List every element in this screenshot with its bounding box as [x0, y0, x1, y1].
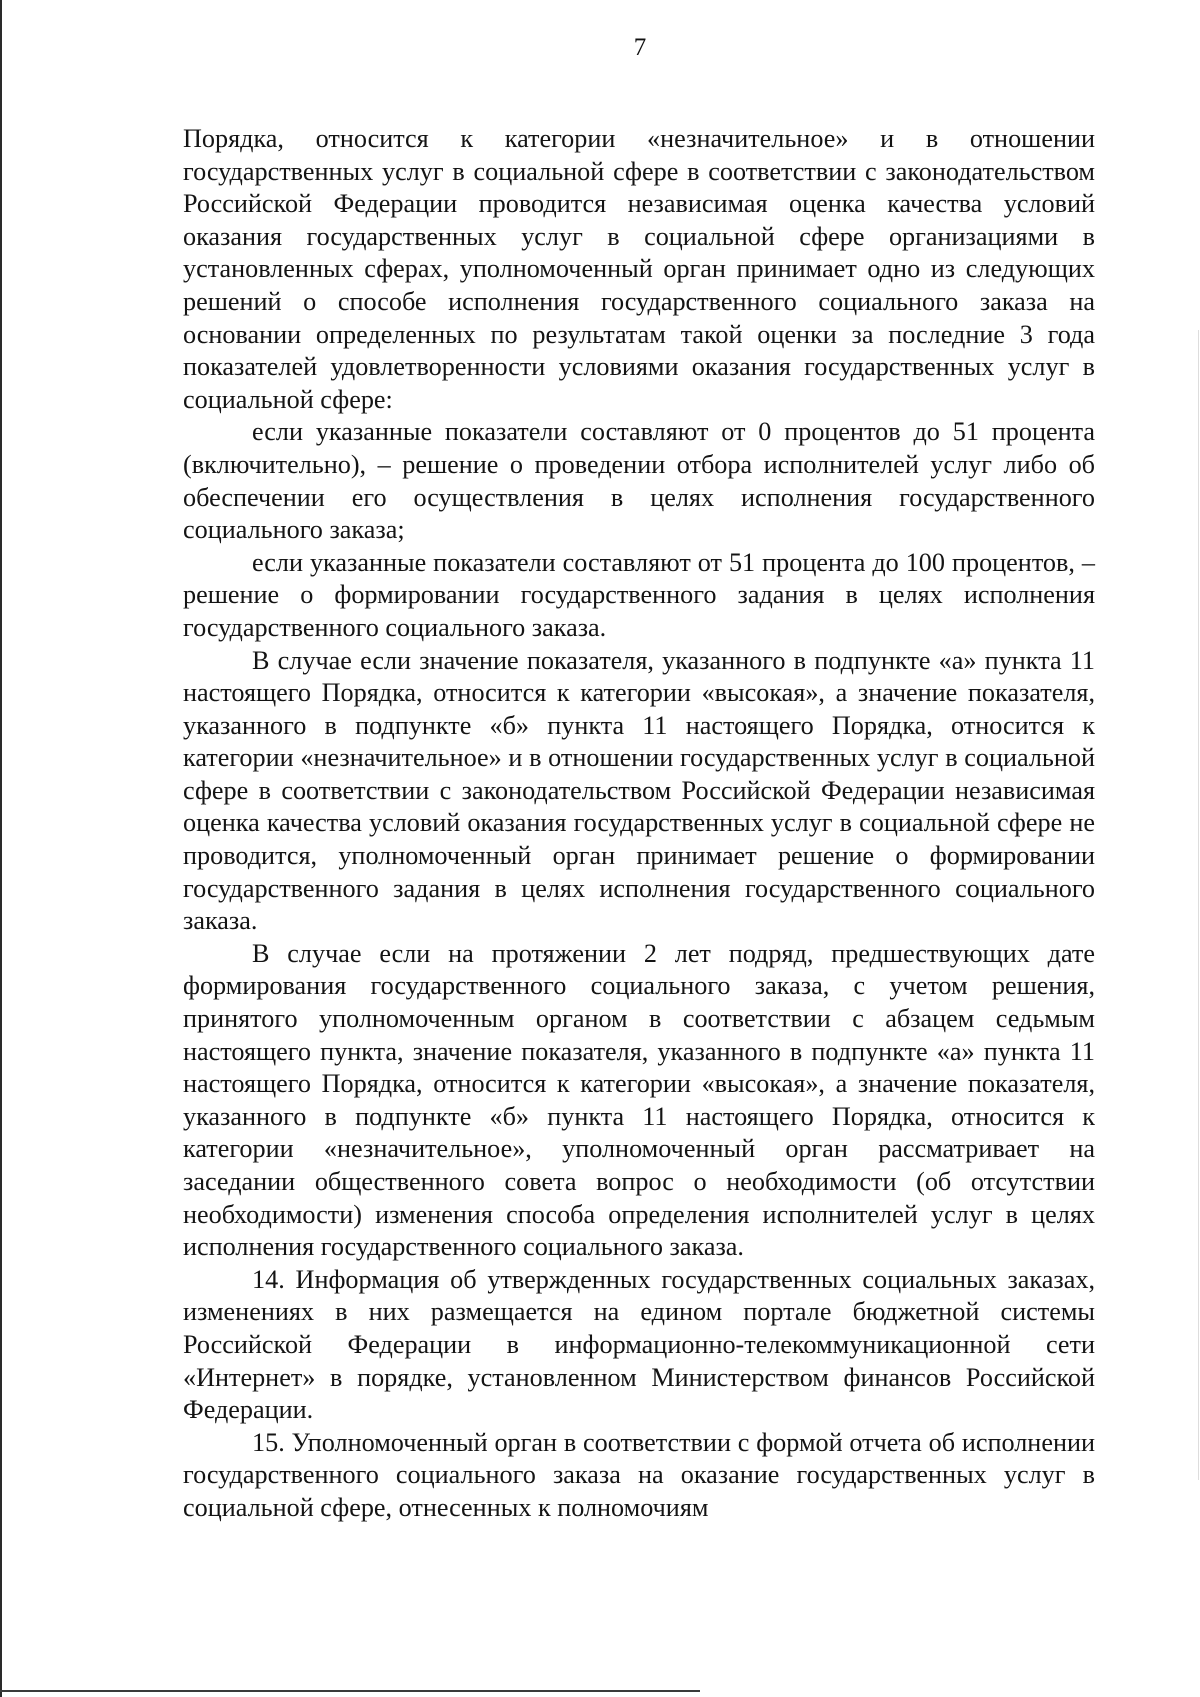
- paragraph-option-state-task: если указанные показатели составляют от 51 процента до 100 процентов, – решение о формировании государственного задания в целях исполнения государственного социального заказа.: [183, 547, 1095, 642]
- paragraph-continuation: Порядка, относится к категории «незначительное» и в отношении государственных услуг в социальной сфере в соответствии с законодательством Российской Федерации проводится независимая оценка качества условий оказания государственных услуг в социальной сфере организациями в установленных сферах, уполномоченный орган принимает одно из следующих решений о способе исполнения государственного социального заказа на основании определенных по результатам такой оценки за последние 3 года показателей удовлетворенности условиями оказания государственных услуг в социальной сфере:: [183, 124, 1095, 414]
- paragraph-item-14: 14. Информация об утвержденных государственных социальных заказах, изменениях в них размещается на едином портале бюджетной системы Российской Федерации в информационно-телекоммуникационной сети «Интернет» в порядке, установленном Министерством финансов Российской Федерации.: [183, 1264, 1095, 1425]
- paragraph-option-selection: если указанные показатели составляют от 0 процентов до 51 процента (включительно), – решение о проведении отбора исполнителей услуг либо об обеспечении его осуществления в целях исполнения государственного социального заказа;: [183, 417, 1095, 545]
- scan-border-bottom: [0, 1690, 700, 1692]
- scan-border-left: [0, 0, 2, 1697]
- document-body: [183, 123, 1095, 1525]
- paragraph-two-years-case: В случае если на протяжении 2 лет подряд, предшествующих дате формирования государственного социального заказа, с учетом решения, принятого уполномоченным органом в соответствии с абзацем седьмым настоящего пункта, значение показателя, указанного в подпункте «а» пункта 11 настоящего Порядка, относится к категории «высокая», а значение показателя, указанного в подпункте «б» пункта 11 настоящего Порядка, относится к категории «незначительное», уполномоченный орган рассматривает на заседании общественного совета вопрос о необходимости (об отсутствии необходимости) изменения способа определения исполнителей услуг в целях исполнения государственного социального заказа.: [183, 938, 1095, 1262]
- paragraph-item-15: 15. Уполномоченный орган в соответствии с формой отчета об исполнении государственного социального заказа на оказание государственных услуг в социальной сфере, отнесенных к полномочиям: [183, 1427, 1095, 1522]
- paragraph-high-category-case: В случае если значение показателя, указанного в подпункте «а» пункта 11 настоящего Порядка, относится к категории «высокая», а значение показателя, указанного в подпункте «б» пункта 11 настоящего Порядка, относится к категории «незначительное» и в отношении государственных услуг в социальной сфере в соответствии с законодательством Российской Федерации независимая оценка качества условий оказания государственных услуг в социальной сфере не проводится, уполномоченный орган принимает решение о формировании государственного задания в целях исполнения государственного социального заказа.: [183, 645, 1095, 936]
- page-number: 7: [633, 34, 647, 61]
- scan-border-right: [1198, 330, 1199, 1480]
